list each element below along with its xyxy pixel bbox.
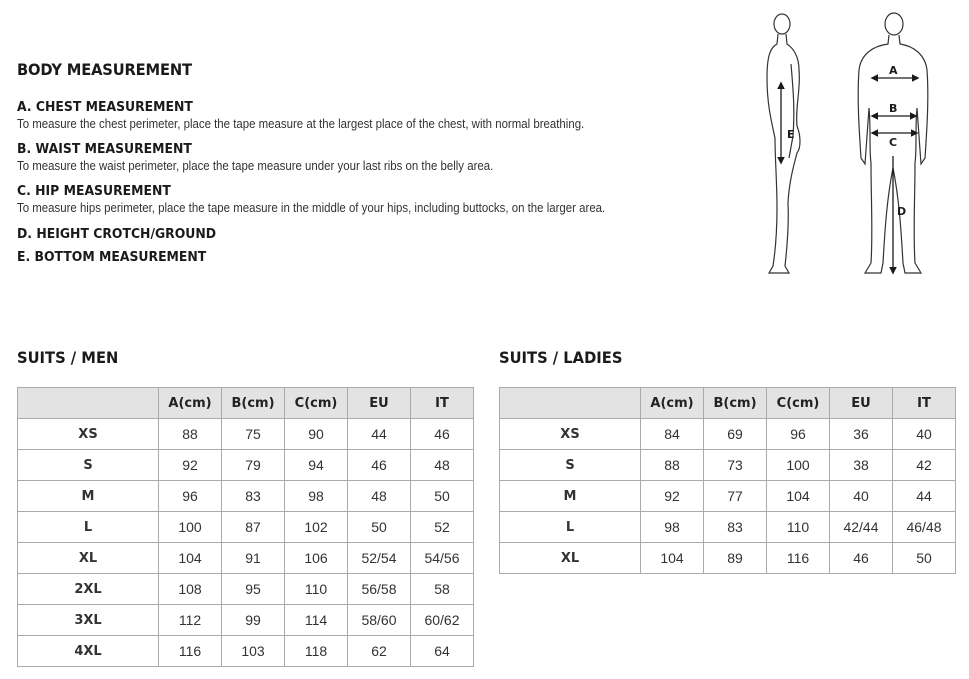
measurement-crotch — [17, 226, 233, 242]
body-figure-illustration — [755, 8, 955, 278]
table-row — [500, 512, 956, 543]
table-cell: 46 — [411, 419, 474, 450]
table-cell: 89 — [704, 543, 767, 574]
header-cell: C(cm) — [285, 388, 348, 419]
header-cell: B(cm) — [222, 388, 285, 419]
table-cell: 98 — [285, 481, 348, 512]
table-cell: 116 — [159, 636, 222, 667]
header-cell: EU — [830, 388, 893, 419]
table-cell: 88 — [641, 450, 704, 481]
table-cell: 116 — [767, 543, 830, 574]
table-cell: 92 — [641, 481, 704, 512]
side-view-figure — [767, 14, 800, 273]
table-cell: 46 — [830, 543, 893, 574]
size-label-cell: S — [18, 450, 159, 481]
table-row — [18, 543, 474, 574]
table-cell: 79 — [222, 450, 285, 481]
header-cell: IT — [411, 388, 474, 419]
size-label-cell: M — [18, 481, 159, 512]
table-cell: 44 — [893, 481, 956, 512]
table-cell: 50 — [411, 481, 474, 512]
table-cell: 58/60 — [348, 605, 411, 636]
table-row — [18, 419, 474, 450]
table-cell: 95 — [222, 574, 285, 605]
table-header-row — [18, 388, 474, 419]
header-cell — [500, 388, 641, 419]
ladies-size-table — [499, 387, 956, 574]
table-cell: 62 — [348, 636, 411, 667]
size-label-cell: M — [500, 481, 641, 512]
header-cell: B(cm) — [704, 388, 767, 419]
header-cell: A(cm) — [641, 388, 704, 419]
table-cell: 42 — [893, 450, 956, 481]
table-cell: 110 — [285, 574, 348, 605]
table-cell: 56/58 — [348, 574, 411, 605]
size-label-cell: 2XL — [18, 574, 159, 605]
table-cell: 112 — [159, 605, 222, 636]
table-cell: 64 — [411, 636, 474, 667]
measurement-waist — [17, 141, 558, 173]
table-cell: 96 — [767, 419, 830, 450]
table-cell: 83 — [222, 481, 285, 512]
size-label-cell: L — [18, 512, 159, 543]
table-cell: 88 — [159, 419, 222, 450]
label-c: C — [889, 136, 898, 149]
table-cell: 50 — [348, 512, 411, 543]
table-cell: 96 — [159, 481, 222, 512]
table-cell: 46/48 — [893, 512, 956, 543]
header-cell: EU — [348, 388, 411, 419]
table-cell: 90 — [285, 419, 348, 450]
header-cell: A(cm) — [159, 388, 222, 419]
measurement-label: B. WAIST MEASUREMENT — [17, 141, 192, 157]
header-cell — [18, 388, 159, 419]
size-label-cell: 4XL — [18, 636, 159, 667]
measurement-bottom — [17, 249, 223, 265]
size-label-cell: XS — [18, 419, 159, 450]
measurement-chest — [17, 99, 662, 131]
label-b: B — [889, 102, 898, 115]
measurement-label: C. HIP MEASUREMENT — [17, 183, 171, 199]
measurement-arrows — [781, 78, 918, 273]
men-table-title: SUITS / MEN — [17, 348, 119, 367]
table-row — [18, 450, 474, 481]
size-label-cell: XL — [500, 543, 641, 574]
table-header-row — [500, 388, 956, 419]
table-row — [18, 481, 474, 512]
table-cell: 99 — [222, 605, 285, 636]
size-label-cell: XS — [500, 419, 641, 450]
table-row — [500, 419, 956, 450]
table-cell: 110 — [767, 512, 830, 543]
table-cell: 52 — [411, 512, 474, 543]
header-cell: IT — [893, 388, 956, 419]
page-title: BODY MEASUREMENT — [17, 60, 192, 79]
table-cell: 118 — [285, 636, 348, 667]
table-cell: 36 — [830, 419, 893, 450]
table-cell: 114 — [285, 605, 348, 636]
table-cell: 106 — [285, 543, 348, 574]
measurement-description: To measure hips perimeter, place the tape measure in the middle of your hips, including buttocks, on the larger area. — [17, 200, 606, 215]
table-cell: 58 — [411, 574, 474, 605]
table-cell: 44 — [348, 419, 411, 450]
ladies-table-title: SUITS / LADIES — [499, 348, 623, 367]
table-cell: 77 — [704, 481, 767, 512]
measurement-label: E. BOTTOM MEASUREMENT — [17, 249, 207, 265]
measurement-description: To measure the chest perimeter, place the tape measure at the largest place of the chest, with normal breathing. — [17, 116, 585, 131]
table-row — [18, 574, 474, 605]
table-cell: 102 — [285, 512, 348, 543]
table-cell: 83 — [704, 512, 767, 543]
label-d: D — [897, 205, 907, 218]
measurement-description: To measure the waist perimeter, place the tape measure under your last ribs on the belly area. — [17, 158, 494, 173]
label-e: E — [787, 128, 795, 141]
measurement-label: D. HEIGHT CROTCH/GROUND — [17, 226, 217, 242]
table-row — [500, 543, 956, 574]
table-cell: 69 — [704, 419, 767, 450]
table-cell: 38 — [830, 450, 893, 481]
table-row — [18, 605, 474, 636]
table-cell: 104 — [641, 543, 704, 574]
table-cell: 100 — [159, 512, 222, 543]
table-cell: 98 — [641, 512, 704, 543]
measurement-hip — [17, 183, 685, 215]
table-cell: 75 — [222, 419, 285, 450]
table-cell: 103 — [222, 636, 285, 667]
table-cell: 104 — [159, 543, 222, 574]
table-cell: 42/44 — [830, 512, 893, 543]
table-cell: 54/56 — [411, 543, 474, 574]
table-cell: 91 — [222, 543, 285, 574]
table-cell: 94 — [285, 450, 348, 481]
table-row — [500, 481, 956, 512]
size-label-cell: XL — [18, 543, 159, 574]
table-cell: 84 — [641, 419, 704, 450]
size-label-cell: S — [500, 450, 641, 481]
table-cell: 40 — [830, 481, 893, 512]
measurement-label: A. CHEST MEASUREMENT — [17, 99, 193, 115]
table-cell: 50 — [893, 543, 956, 574]
table-cell: 40 — [893, 419, 956, 450]
table-cell: 48 — [411, 450, 474, 481]
table-row — [500, 450, 956, 481]
table-cell: 60/62 — [411, 605, 474, 636]
table-cell: 100 — [767, 450, 830, 481]
size-label-cell: 3XL — [18, 605, 159, 636]
label-a: A — [889, 64, 898, 77]
header-cell: C(cm) — [767, 388, 830, 419]
table-cell: 46 — [348, 450, 411, 481]
table-cell: 92 — [159, 450, 222, 481]
table-row — [18, 512, 474, 543]
table-cell: 52/54 — [348, 543, 411, 574]
table-row — [18, 636, 474, 667]
table-cell: 73 — [704, 450, 767, 481]
men-size-table — [17, 387, 474, 667]
size-label-cell: L — [500, 512, 641, 543]
table-cell: 48 — [348, 481, 411, 512]
table-cell: 87 — [222, 512, 285, 543]
table-cell: 108 — [159, 574, 222, 605]
table-cell: 104 — [767, 481, 830, 512]
